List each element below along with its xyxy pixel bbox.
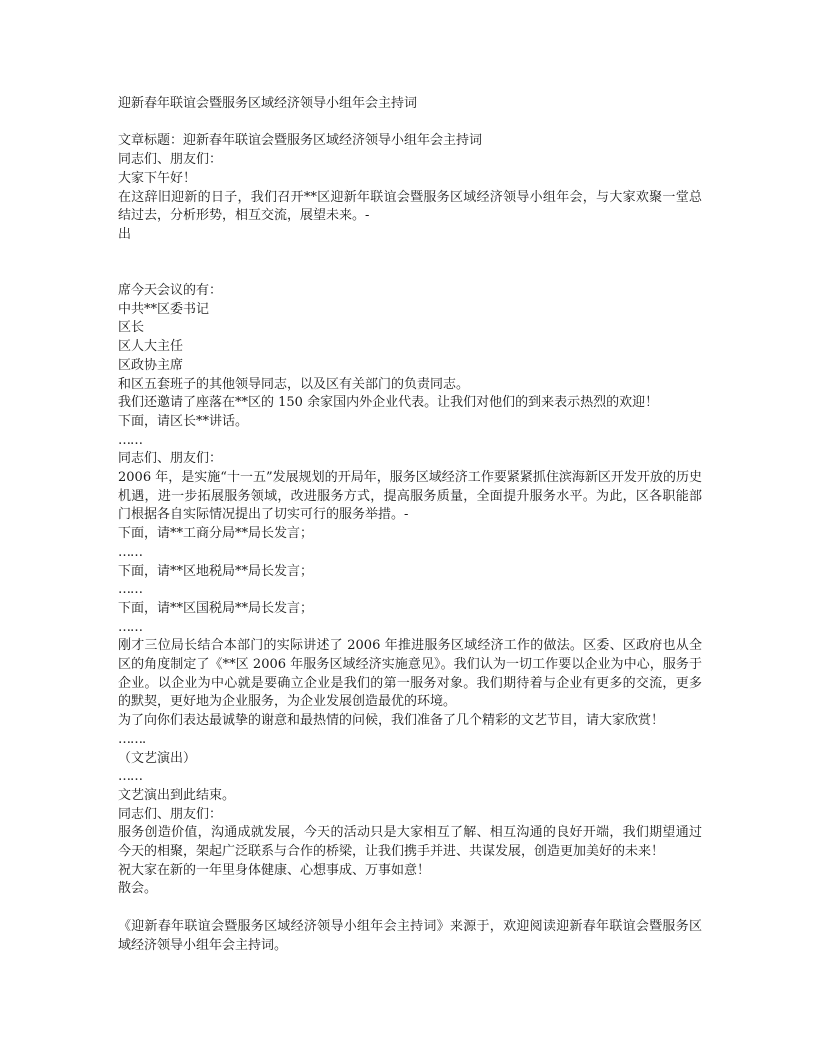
orphan-char: 出	[118, 226, 132, 242]
attendee-item: 区人大主任	[118, 339, 184, 355]
article-title: 文章标题：迎新春年联谊会暨服务区域经济领导小组年会主持词	[118, 133, 483, 149]
ellipsis: ……	[118, 619, 142, 635]
greeting: 同志们、朋友们：	[118, 451, 223, 467]
context-paragraph: 2006 年，是实施“十一五”发展规划的开局年，服务区域经济工作要紧紧抓住滨海新区开发开放的历史机遇，进一步拓展服务领域，改进服务方式，提高服务质量，全面提升服务水平。为此，区各职能部门根据各自实际情况提出了切实可行的服务举措。-	[118, 470, 702, 523]
performance-intro: 为了向你们表达最诚挚的谢意和最热情的问候，我们准备了几个精彩的文艺节目，请大家欣赏！	[118, 713, 665, 729]
source-note: 《迎新春年联谊会暨服务区域经济领导小组年会主持词》来源于，欢迎阅读迎新春年联谊会暨服务区域经济领导小组年会主持词。	[118, 918, 702, 953]
closing-paragraph: 服务创造价值，沟通成就发展，今天的活动只是大家相互了解、相互沟通的良好开端，我们期望通过今天的相聚，架起广泛联系与合作的桥梁，让我们携手并进、共谋发展，创造更加美好的未来！	[118, 825, 702, 860]
ellipsis: …….	[118, 731, 146, 747]
speech-business-bureau: 下面，请**工商分局**局长发言；	[118, 526, 314, 542]
document-title: 迎新春年联谊会暨服务区域经济领导小组年会主持词	[118, 96, 418, 111]
greeting: 同志们、朋友们：	[118, 806, 223, 822]
attendee-item: 中共**区委书记	[118, 301, 210, 317]
blank-line	[118, 245, 702, 264]
greeting: 同志们、朋友们：	[118, 152, 223, 168]
attendee-item: 区长	[118, 320, 145, 336]
district-head-speech: 下面，请区长**讲话。	[118, 413, 249, 429]
blank-line	[118, 263, 702, 282]
attendees-intro: 席今天会议的有：	[118, 282, 223, 298]
adjourn-line: 散会。	[118, 881, 158, 897]
wishes-line: 祝大家在新的一年里身体健康、心想事成、万事如意！	[118, 862, 431, 878]
performance-end: 文艺演出到此结束。	[118, 787, 236, 803]
performance-label: （文艺演出）	[118, 750, 197, 766]
blank-line	[118, 114, 702, 133]
blank-line	[118, 899, 702, 918]
leaders-line: 和区五套班子的其他领导同志，以及区有关部门的负责同志。	[118, 376, 470, 392]
hello-line: 大家下午好！	[118, 170, 197, 186]
ellipsis: ……	[118, 544, 142, 560]
attendee-item: 区政协主席	[118, 357, 184, 373]
speech-national-tax: 下面，请**区国税局**局长发言；	[118, 600, 314, 616]
speech-local-tax: 下面，请**区地税局**局长发言；	[118, 563, 314, 579]
summary-paragraph: 刚才三位局长结合本部门的实际讲述了 2006 年推进服务区域经济工作的做法。区委、区政府也从全区的角度制定了《**区 2006 年服务区域经济实施意见》。我们认为一切工作要以企业为中心，服务于企业。以企业为中心就是要确立企业是我们的第一服务对象。我们期待着与企业有更多的交流，更多的默契，更好地为企业服务，为企业发展创造最优的环境。	[118, 638, 702, 710]
guests-line: 我们还邀请了座落在**区的 150 余家国内外企业代表。让我们对他们的到来表示热烈的欢迎！	[118, 395, 659, 411]
document-page	[118, 95, 702, 955]
ellipsis: ……	[118, 769, 142, 785]
opening-paragraph: 在这辞旧迎新的日子，我们召开**区迎新年联谊会暨服务区域经济领导小组年会，与大家欢聚一堂总结过去，分析形势，相互交流，展望未来。-	[118, 189, 702, 224]
ellipsis: ……	[118, 432, 142, 448]
ellipsis: ……	[118, 582, 142, 598]
